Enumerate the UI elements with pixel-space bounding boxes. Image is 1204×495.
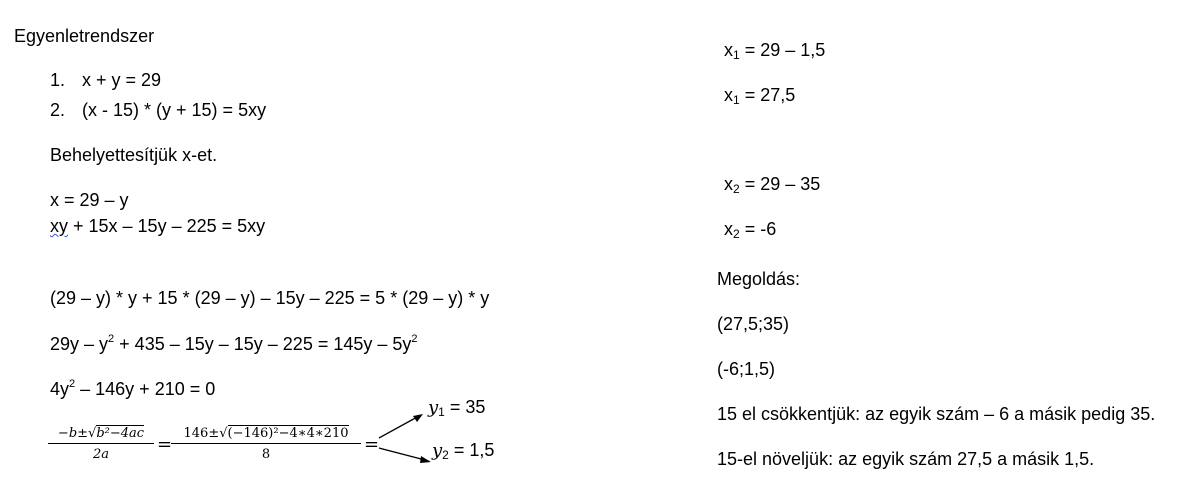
x2-expression: = 29 – 35 (739, 174, 821, 194)
formula-numerator: −b± (57, 426, 89, 441)
x1-variable: x (724, 85, 733, 105)
exponent: 2 (108, 333, 115, 345)
quadratic-part-2: – 146y + 210 = 0 (75, 379, 216, 399)
x2-value: = -6 (739, 219, 777, 239)
simplified-part-2: + 435 – 15y – 15y – 225 = 145y – 5y (114, 334, 412, 354)
formula-radicand: b²−4ac (96, 426, 145, 441)
equals-sign-1: = (157, 434, 173, 455)
exponent: 2 (411, 333, 418, 345)
list-number-1: 1. (50, 70, 66, 90)
quadratic-formula-fraction: −b±√b²−4ac 2a (48, 426, 154, 462)
y1-value: = 35 (444, 397, 486, 417)
root-y1 (428, 398, 485, 418)
expanded-equation (50, 217, 265, 235)
x1-expression: = 29 – 1,5 (739, 40, 826, 60)
quadratic-part-1: 4y (50, 379, 70, 399)
x2-equation (724, 175, 820, 195)
x2-subscript: 2 (733, 182, 740, 196)
solution-label: Megoldás: (717, 269, 801, 289)
x2-variable: x (724, 174, 733, 194)
formula-denominator: 2a (92, 447, 110, 462)
x1-variable: x (724, 40, 733, 60)
equation-2 (50, 101, 266, 119)
x2-result (724, 220, 776, 240)
spellcheck-word: xy (50, 216, 68, 236)
y1-subscript: 1 (438, 405, 445, 419)
conclusion-decrease: 15 el csökkentjük: az egyik szám – 6 a másik pedig 35. (717, 404, 1156, 424)
numeric-formula-fraction: 146±√(−146)²−4∗4∗210 8 (171, 426, 361, 462)
x1-subscript: 1 (733, 93, 740, 107)
quadratic-equation (50, 379, 215, 398)
equation-2-text: (x - 15) * (y + 15) = 5xy (82, 100, 267, 120)
x2-subscript: 2 (733, 227, 740, 241)
simplified-part-1: 29y – y (50, 334, 109, 354)
formula-numerator: 146± (183, 426, 220, 441)
exponent: 2 (69, 378, 76, 390)
list-number-2: 2. (50, 100, 66, 120)
simplified-equation (50, 334, 418, 353)
conclusion-increase: 15-el növeljük: az egyik szám 27,5 a másik 1,5. (717, 449, 1095, 469)
arrow-up (379, 416, 419, 438)
x1-equation (724, 41, 825, 61)
branch-arrows (377, 410, 437, 466)
equals-sign-2: = (364, 434, 380, 455)
expanded-equation-rest: + 15x – 15y – 225 = 5xy (68, 216, 266, 236)
x1-value: = 27,5 (739, 85, 796, 105)
y2-variable: y (432, 440, 443, 461)
formula-denominator: 8 (261, 447, 271, 462)
x2-variable: x (724, 219, 733, 239)
y2-subscript: 2 (442, 448, 449, 462)
document-title: Egyenletrendszer (14, 26, 155, 46)
x1-result (724, 86, 795, 106)
x-expression: x = 29 – y (50, 190, 129, 210)
solution-pair-2: (-6;1,5) (717, 359, 776, 379)
formula-radicand: (−146)²−4∗4∗210 (227, 426, 349, 441)
x1-subscript: 1 (733, 48, 740, 62)
substituted-equation: (29 – y) * y + 15 * (29 – y) – 15y – 225 = 5 * (29 – y) * y (50, 288, 490, 308)
y1-variable: y (428, 397, 439, 418)
arrow-down (379, 448, 425, 460)
y2-value: = 1,5 (448, 440, 495, 460)
substitute-text: Behelyettesítjük x-et. (50, 145, 218, 165)
root-y2 (432, 441, 494, 461)
equation-1-text: x + y = 29 (82, 70, 162, 90)
solution-pair-1: (27,5;35) (717, 314, 790, 334)
equation-1 (50, 71, 161, 89)
